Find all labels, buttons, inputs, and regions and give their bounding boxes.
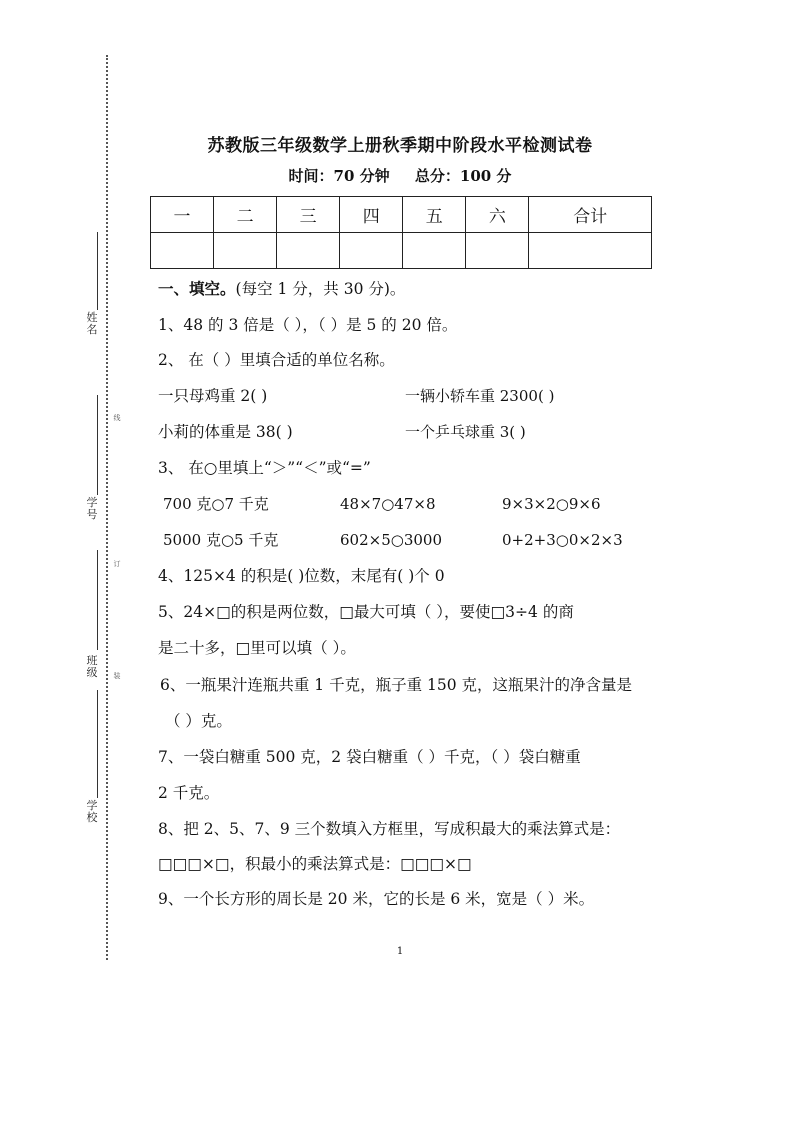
score-blank-cell[interactable] <box>529 233 652 269</box>
question-5-line-2: 是二十多，□里可以填（ ）。 <box>158 639 356 657</box>
score-blank-cell[interactable] <box>403 233 466 269</box>
score-blank-cell[interactable] <box>214 233 277 269</box>
school-label: 学 校 <box>86 799 98 824</box>
score-header-cell: 六 <box>466 197 529 233</box>
page-number: 1 <box>396 946 404 957</box>
binding-dotted-line <box>106 55 108 960</box>
score-table-header-row <box>151 197 652 233</box>
question-8-line-1: 8、把 2、5、7、9 三个数填入方框里，写成积最大的乘法算式是： <box>158 820 621 838</box>
question-2-item-b: 一辆小轿车重 2300( ) <box>405 387 555 405</box>
question-3-r2-c: 0+2+3○0×2×3 <box>502 531 623 549</box>
score-table-blank-row <box>151 233 652 269</box>
class-label: 班 级 <box>86 654 98 679</box>
question-7-line-1: 7、一袋白糖重 500 克，2 袋白糖重（ ）千克，（ ）袋白糖重 <box>158 748 581 766</box>
exam-total: 总分：100 分 <box>414 167 512 185</box>
score-header-cell: 三 <box>277 197 340 233</box>
score-header-cell: 合计 <box>529 197 652 233</box>
question-3-r2-b: 602×5○3000 <box>340 531 443 549</box>
id-blank-line <box>97 395 98 495</box>
question-2-item-a: 一只母鸡重 2( ) <box>158 387 268 405</box>
question-8-line-2: □□□×□，积最小的乘法算式是：□□□×□ <box>158 855 472 873</box>
question-6-line-2: （ ）克。 <box>165 712 232 730</box>
question-9: 9、一个长方形的周长是 20 米，它的长是 6 米，宽是（ ）米。 <box>158 890 595 908</box>
question-3-r1-b: 48×7○47×8 <box>340 495 436 513</box>
section-1-note: (每空 1 分，共 30 分)。 <box>235 280 406 298</box>
question-3: 3、 在○里填上“＞”“＜”或“=” <box>158 459 371 477</box>
question-3-r2-a: 5000 克○5 千克 <box>163 531 279 549</box>
score-header-cell: 四 <box>340 197 403 233</box>
score-blank-cell[interactable] <box>151 233 214 269</box>
question-2-item-d: 一个乒乓球重 3( ) <box>405 423 526 441</box>
question-5-line-1: 5、24×□的积是两位数，□最大可填（ ），要使□3÷4 的商 <box>158 603 574 621</box>
section-1-title: 一、填空。 <box>158 279 236 298</box>
section-1-heading <box>158 279 405 299</box>
score-header-cell: 二 <box>214 197 277 233</box>
exam-time: 时间：70 分钟 <box>288 167 390 185</box>
margin-tick-pack: 装 <box>113 672 121 680</box>
score-header-cell: 五 <box>403 197 466 233</box>
question-3-r1-c: 9×3×2○9×6 <box>502 495 601 513</box>
name-blank-line <box>97 232 98 310</box>
class-blank-line <box>97 550 98 650</box>
school-blank-line <box>97 690 98 798</box>
name-label: 姓 名 <box>86 311 98 336</box>
question-2-item-c: 小莉的体重是 38( ) <box>158 423 293 441</box>
question-6-line-1: 6、一瓶果汁连瓶共重 1 千克，瓶子重 150 克，这瓶果汁的净含量是 <box>160 676 633 694</box>
score-blank-cell[interactable] <box>466 233 529 269</box>
question-4: 4、125×4 的积是( )位数，末尾有( )个 0 <box>158 567 445 585</box>
question-7-line-2: 2 千克。 <box>158 784 220 802</box>
score-blank-cell[interactable] <box>277 233 340 269</box>
margin-tick-bind: 订 <box>113 560 121 568</box>
id-label: 学 号 <box>86 496 98 521</box>
score-table <box>150 196 652 269</box>
question-1: 1、48 的 3 倍是（ ），（ ）是 5 的 20 倍。 <box>158 316 458 334</box>
score-blank-cell[interactable] <box>340 233 403 269</box>
margin-tick-line: 线 <box>113 414 121 422</box>
score-header-cell: 一 <box>151 197 214 233</box>
question-2: 2、 在（ ）里填合适的单位名称。 <box>158 351 395 369</box>
question-3-r1-a: 700 克○7 千克 <box>163 495 269 513</box>
exam-subtitle <box>150 165 650 186</box>
exam-title: 苏教版三年级数学上册秋季期中阶段水平检测试卷 <box>207 136 593 156</box>
